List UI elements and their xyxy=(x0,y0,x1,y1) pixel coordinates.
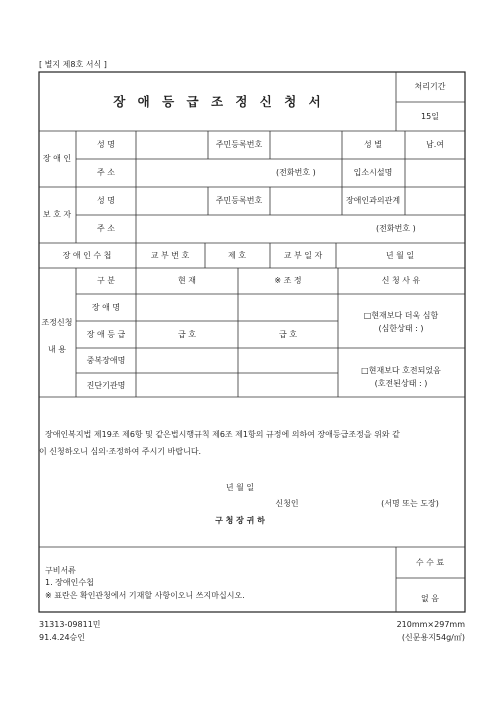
disabled-rrn-label: 주민등록번호 xyxy=(215,140,263,149)
booklet-date-label: 교 부 일 자 xyxy=(283,251,323,260)
reason-better-checkbox[interactable]: □현재보다 호전되었음 xyxy=(361,366,441,375)
processing-value: 15일 xyxy=(421,112,439,121)
disabled-name-label: 성 명 xyxy=(97,140,115,149)
section-disabled: 장 애 인 xyxy=(42,154,72,163)
approval-date: 91.4.24승인 xyxy=(39,633,85,642)
booklet-label: 장 애 인 수 첩 xyxy=(62,251,112,260)
row-disability-grade: 장 애 등 급 xyxy=(86,330,126,339)
guardian-name-field[interactable] xyxy=(137,188,207,214)
processing-label: 처리기간 xyxy=(414,82,446,91)
facility-label: 입소시설명 xyxy=(353,168,393,177)
guardian-name-label: 성 명 xyxy=(97,196,115,205)
disabled-address-label: 주 소 xyxy=(97,168,115,177)
adjust-org-field[interactable] xyxy=(239,374,337,396)
guardian-rrn-label: 주민등록번호 xyxy=(215,196,263,205)
section-adjust-line1: 조정신청 xyxy=(41,318,73,327)
fee-value: 없 음 xyxy=(421,594,439,603)
reason-better-detail: (호전된상태 : ) xyxy=(374,379,428,388)
adjust-multi-field[interactable] xyxy=(239,349,337,372)
row-diagnosis-org: 진단기관명 xyxy=(86,381,126,390)
application-date[interactable]: 년 월 일 xyxy=(225,483,255,492)
facility-field[interactable] xyxy=(406,160,464,186)
row-multi-disability: 중복장애명 xyxy=(86,356,126,365)
applicant-label: 신청인 xyxy=(275,499,299,508)
docs-item1: 1. 장애인수첩 xyxy=(45,578,94,587)
disabled-gender-label: 성 별 xyxy=(364,140,382,149)
current-org-field[interactable] xyxy=(137,374,237,396)
docs-note: ※ 표란은 확인관청에서 기재할 사항이오니 쓰지마십시오. xyxy=(45,591,245,600)
docs-title: 구비서류 xyxy=(45,566,76,575)
col-current: 현 재 xyxy=(178,276,196,285)
statement-line2: 이 신청하오니 심의·조정하여 주시기 바랍니다. xyxy=(39,447,202,456)
reason-worse-detail: (심한상태 : ) xyxy=(378,324,424,333)
booklet-no-value[interactable]: 제 호 xyxy=(228,251,246,260)
col-adjust: ※ 조 정 xyxy=(274,276,302,285)
grade-current[interactable]: 급 호 xyxy=(178,330,196,339)
signature-label[interactable]: (서명 또는 도장) xyxy=(381,499,439,508)
current-multi-field[interactable] xyxy=(137,349,237,372)
booklet-date-value[interactable]: 년 월 일 xyxy=(385,251,415,260)
grade-adjust[interactable]: 급 호 xyxy=(279,330,297,339)
paper-size: 210mm×297mm xyxy=(396,620,465,629)
disabled-rrn-field[interactable] xyxy=(271,132,341,158)
form-code: 31313-09811민 xyxy=(39,620,101,629)
guardian-address-label: 주 소 xyxy=(97,224,115,233)
guardian-relation-label: 장애인과의관계 xyxy=(345,196,401,205)
guardian-rrn-field[interactable] xyxy=(271,188,341,214)
guardian-phone-label: (전화번호 ) xyxy=(376,224,416,233)
col-reason: 신 청 사 유 xyxy=(381,276,421,285)
form-number: [ 별지 제8호 서식 ] xyxy=(39,60,107,69)
current-type-field[interactable] xyxy=(137,295,237,320)
reason-worse-checkbox[interactable]: □현재보다 더욱 심함 xyxy=(363,311,439,320)
disabled-name-field[interactable] xyxy=(137,132,207,158)
form-title: 장 애 등 급 조 정 신 청 서 xyxy=(113,94,325,109)
recipient: 구 청 장 귀 하 xyxy=(215,516,265,525)
disabled-gender-value[interactable]: 남.여 xyxy=(426,140,444,149)
statement-line1: 장애인복지법 제19조 제6항 및 같은법시행규칙 제6조 제1항의 규정에 의하여 장애등급조정을 위와 같 xyxy=(45,430,400,439)
adjust-type-field[interactable] xyxy=(239,295,337,320)
section-adjust-line2: 내 용 xyxy=(48,345,66,354)
disabled-phone-label: (전화번호 ) xyxy=(276,168,316,177)
paper-type: (신문용지54g/㎡) xyxy=(401,633,465,642)
section-guardian: 보 호 자 xyxy=(42,210,72,219)
guardian-relation-field[interactable] xyxy=(406,188,464,214)
outer-border xyxy=(39,72,465,612)
row-disability-type: 장 애 명 xyxy=(91,303,121,312)
col-category: 구 분 xyxy=(97,276,115,285)
booklet-no-label: 교 부 번 호 xyxy=(150,251,190,260)
fee-label: 수 수 료 xyxy=(415,558,445,567)
